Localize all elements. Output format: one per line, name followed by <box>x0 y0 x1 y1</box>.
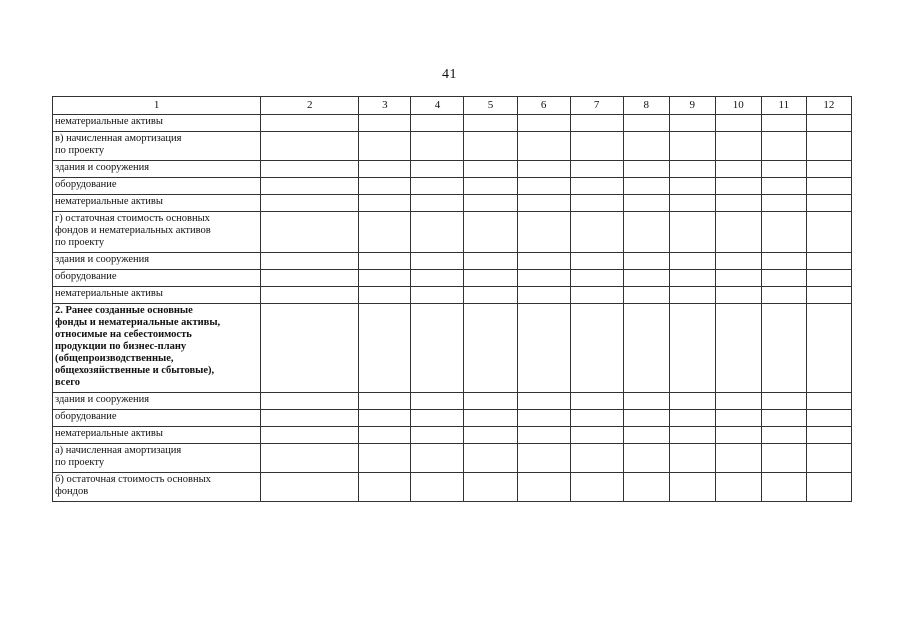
table-cell <box>359 212 411 253</box>
row-label <box>53 212 261 253</box>
table-cell <box>715 393 761 410</box>
table-cell <box>806 427 851 444</box>
table-cell <box>464 132 517 161</box>
table-cell <box>623 393 669 410</box>
row-label <box>53 427 261 444</box>
row-label <box>53 195 261 212</box>
table-cell <box>411 410 464 427</box>
row-label-line: оборудование <box>55 411 117 422</box>
row-label <box>53 161 261 178</box>
table-cell <box>517 270 570 287</box>
table-cell <box>761 410 806 427</box>
table-cell <box>411 161 464 178</box>
column-header-5: 5 <box>464 97 517 115</box>
table-cell <box>761 161 806 178</box>
table-cell <box>570 393 623 410</box>
column-header-6: 6 <box>517 97 570 115</box>
table-cell <box>359 393 411 410</box>
table-row <box>53 427 852 444</box>
table-cell <box>623 473 669 502</box>
table-cell <box>806 393 851 410</box>
row-label-line: всего <box>55 377 81 388</box>
table-cell <box>806 195 851 212</box>
table-cell <box>761 195 806 212</box>
table-cell <box>464 115 517 132</box>
table-cell <box>359 427 411 444</box>
table-cell <box>623 270 669 287</box>
row-label-line: 2. Ранее созданные основные <box>55 305 193 316</box>
table-cell <box>715 178 761 195</box>
row-label-line: здания и сооружения <box>55 394 150 405</box>
table-cell <box>669 427 715 444</box>
table-cell <box>715 132 761 161</box>
table-cell <box>517 473 570 502</box>
table-cell <box>359 270 411 287</box>
row-label-line: в) начисленная амортизация <box>55 133 182 144</box>
row-label-line: фондов и нематериальных активов <box>55 225 211 236</box>
table-cell <box>517 212 570 253</box>
table-cell <box>570 253 623 270</box>
table-cell <box>411 473 464 502</box>
table-cell <box>261 253 359 270</box>
table-cell <box>570 132 623 161</box>
table-cell <box>570 304 623 393</box>
column-header-4: 4 <box>411 97 464 115</box>
table-cell <box>806 444 851 473</box>
table-cell <box>715 427 761 444</box>
table-cell <box>669 195 715 212</box>
table-row <box>53 410 852 427</box>
table-cell <box>570 212 623 253</box>
table-cell <box>411 195 464 212</box>
row-label-line: нематериальные активы <box>55 428 163 439</box>
table-cell <box>359 473 411 502</box>
row-label-line: относимые на себестоимость <box>55 329 192 340</box>
table-cell <box>261 410 359 427</box>
table-cell <box>517 115 570 132</box>
table-cell <box>411 444 464 473</box>
table-cell <box>623 427 669 444</box>
table-cell <box>359 115 411 132</box>
table-cell <box>669 178 715 195</box>
row-label-line: оборудование <box>55 271 117 282</box>
table-cell <box>669 393 715 410</box>
table-cell <box>517 304 570 393</box>
table-cell <box>464 427 517 444</box>
table-cell <box>517 393 570 410</box>
table-cell <box>715 304 761 393</box>
row-label <box>53 253 261 270</box>
table-cell <box>623 178 669 195</box>
column-header-12: 12 <box>806 97 851 115</box>
table-cell <box>411 132 464 161</box>
table-cell <box>359 195 411 212</box>
table-cell <box>715 161 761 178</box>
table-cell <box>464 393 517 410</box>
table-cell <box>806 253 851 270</box>
table-cell <box>806 115 851 132</box>
row-label <box>53 393 261 410</box>
table-cell <box>359 304 411 393</box>
row-label-line: продукции по бизнес-плану <box>55 341 187 352</box>
row-label <box>53 270 261 287</box>
table-row <box>53 161 852 178</box>
table-cell <box>669 253 715 270</box>
table-cell <box>261 473 359 502</box>
row-label-line: г) остаточная стоимость основных <box>55 213 210 224</box>
row-label <box>53 410 261 427</box>
table-cell <box>715 270 761 287</box>
row-label-line: фондов <box>55 486 89 497</box>
table-cell <box>411 253 464 270</box>
table-cell <box>359 444 411 473</box>
table-cell <box>570 161 623 178</box>
table-row <box>53 132 852 161</box>
table-cell <box>570 115 623 132</box>
table-cell <box>359 132 411 161</box>
row-label <box>53 132 261 161</box>
column-header-3: 3 <box>359 97 411 115</box>
table-cell <box>464 270 517 287</box>
column-header-2: 2 <box>261 97 359 115</box>
row-label <box>53 444 261 473</box>
column-header-1: 1 <box>53 97 261 115</box>
table-cell <box>261 287 359 304</box>
table-cell <box>623 132 669 161</box>
row-label-line: по проекту <box>55 457 105 468</box>
table-cell <box>623 212 669 253</box>
row-label-line: а) начисленная амортизация <box>55 445 182 456</box>
table-cell <box>669 444 715 473</box>
table-cell <box>570 270 623 287</box>
table-cell <box>359 287 411 304</box>
table-row <box>53 270 852 287</box>
table-cell <box>411 427 464 444</box>
table-cell <box>570 410 623 427</box>
row-label-line: фонды и нематериальные активы, <box>55 317 221 328</box>
table-cell <box>464 178 517 195</box>
row-label-line: оборудование <box>55 179 117 190</box>
table-cell <box>715 212 761 253</box>
table-row <box>53 444 852 473</box>
table-cell <box>261 444 359 473</box>
table-cell <box>623 195 669 212</box>
table-cell <box>517 132 570 161</box>
row-label-line: по проекту <box>55 145 105 156</box>
table-cell <box>261 427 359 444</box>
table-cell <box>261 178 359 195</box>
table-cell <box>806 212 851 253</box>
table-cell <box>715 287 761 304</box>
row-label-line: нематериальные активы <box>55 288 163 299</box>
table-cell <box>761 132 806 161</box>
table-cell <box>464 473 517 502</box>
table-cell <box>715 195 761 212</box>
table-cell <box>261 161 359 178</box>
table-cell <box>715 444 761 473</box>
row-label <box>53 473 261 502</box>
table-cell <box>411 212 464 253</box>
page-number: 41 <box>442 67 457 82</box>
table-cell <box>570 444 623 473</box>
column-header-11: 11 <box>761 97 806 115</box>
table-cell <box>761 473 806 502</box>
table-cell <box>570 473 623 502</box>
table-cell <box>464 161 517 178</box>
table-row <box>53 178 852 195</box>
table-cell <box>411 115 464 132</box>
table-cell <box>570 427 623 444</box>
table-cell <box>761 444 806 473</box>
table-row <box>53 304 852 393</box>
row-label-line: общехозяйственные и сбытовые), <box>55 365 215 376</box>
table-cell <box>669 304 715 393</box>
table-cell <box>761 270 806 287</box>
row-label-line: нематериальные активы <box>55 116 163 127</box>
table-cell <box>623 253 669 270</box>
row-label <box>53 115 261 132</box>
table-row <box>53 195 852 212</box>
table-cell <box>761 287 806 304</box>
table-cell <box>464 410 517 427</box>
table-cell <box>570 178 623 195</box>
table-cell <box>261 304 359 393</box>
column-header-10: 10 <box>715 97 761 115</box>
table-cell <box>669 270 715 287</box>
table-cell <box>411 270 464 287</box>
table-cell <box>464 212 517 253</box>
table-cell <box>623 410 669 427</box>
table-cell <box>464 444 517 473</box>
table-cell <box>761 393 806 410</box>
table-cell <box>715 473 761 502</box>
table-cell <box>359 161 411 178</box>
table-cell <box>669 473 715 502</box>
table-row <box>53 287 852 304</box>
table-cell <box>669 287 715 304</box>
table-cell <box>464 253 517 270</box>
table-cell <box>623 444 669 473</box>
table-cell <box>464 287 517 304</box>
table-cell <box>517 253 570 270</box>
table-cell <box>517 427 570 444</box>
table-cell <box>517 410 570 427</box>
table-cell <box>806 161 851 178</box>
table-cell <box>517 287 570 304</box>
table-body <box>53 115 852 502</box>
table-cell <box>806 132 851 161</box>
table-cell <box>761 178 806 195</box>
table-cell <box>669 132 715 161</box>
table-cell <box>464 195 517 212</box>
row-label <box>53 304 261 393</box>
table-cell <box>669 410 715 427</box>
table-cell <box>261 195 359 212</box>
table-cell <box>761 115 806 132</box>
table-cell <box>517 195 570 212</box>
table-cell <box>261 212 359 253</box>
column-header-7: 7 <box>570 97 623 115</box>
table-cell <box>806 304 851 393</box>
table-cell <box>570 287 623 304</box>
table-cell <box>761 304 806 393</box>
table-row <box>53 212 852 253</box>
row-label-line: здания и сооружения <box>55 162 150 173</box>
table-cell <box>570 195 623 212</box>
table-cell <box>261 270 359 287</box>
table-cell <box>623 287 669 304</box>
table-cell <box>715 410 761 427</box>
table-cell <box>623 161 669 178</box>
column-header-9: 9 <box>669 97 715 115</box>
row-label-line: здания и сооружения <box>55 254 150 265</box>
table-cell <box>464 304 517 393</box>
table-row <box>53 115 852 132</box>
table-cell <box>411 287 464 304</box>
table-cell <box>761 212 806 253</box>
row-label <box>53 287 261 304</box>
table-row <box>53 253 852 270</box>
table-cell <box>715 115 761 132</box>
row-label-line: б) остаточная стоимость основных <box>55 474 211 485</box>
table-cell <box>359 410 411 427</box>
table-cell <box>261 115 359 132</box>
table-cell <box>761 253 806 270</box>
table-cell <box>261 132 359 161</box>
column-header-8: 8 <box>623 97 669 115</box>
table-cell <box>359 178 411 195</box>
table-cell <box>806 287 851 304</box>
data-table <box>52 96 852 502</box>
table-cell <box>806 473 851 502</box>
table-cell <box>669 161 715 178</box>
table-row <box>53 393 852 410</box>
table-cell <box>761 427 806 444</box>
header-row <box>53 97 852 115</box>
table-cell <box>623 304 669 393</box>
table-cell <box>806 178 851 195</box>
table-cell <box>517 444 570 473</box>
table-cell <box>261 393 359 410</box>
table-cell <box>359 253 411 270</box>
row-label-line: нематериальные активы <box>55 196 163 207</box>
table-cell <box>517 161 570 178</box>
table-cell <box>411 178 464 195</box>
table-cell <box>517 178 570 195</box>
table-cell <box>715 253 761 270</box>
table-cell <box>623 115 669 132</box>
table-cell <box>806 270 851 287</box>
table-cell <box>669 212 715 253</box>
table-cell <box>411 393 464 410</box>
table-cell <box>806 410 851 427</box>
table-row <box>53 473 852 502</box>
row-label-line: по проекту <box>55 237 105 248</box>
table-cell <box>669 115 715 132</box>
row-label <box>53 178 261 195</box>
table-cell <box>411 304 464 393</box>
row-label-line: (общепроизводственные, <box>55 353 174 364</box>
